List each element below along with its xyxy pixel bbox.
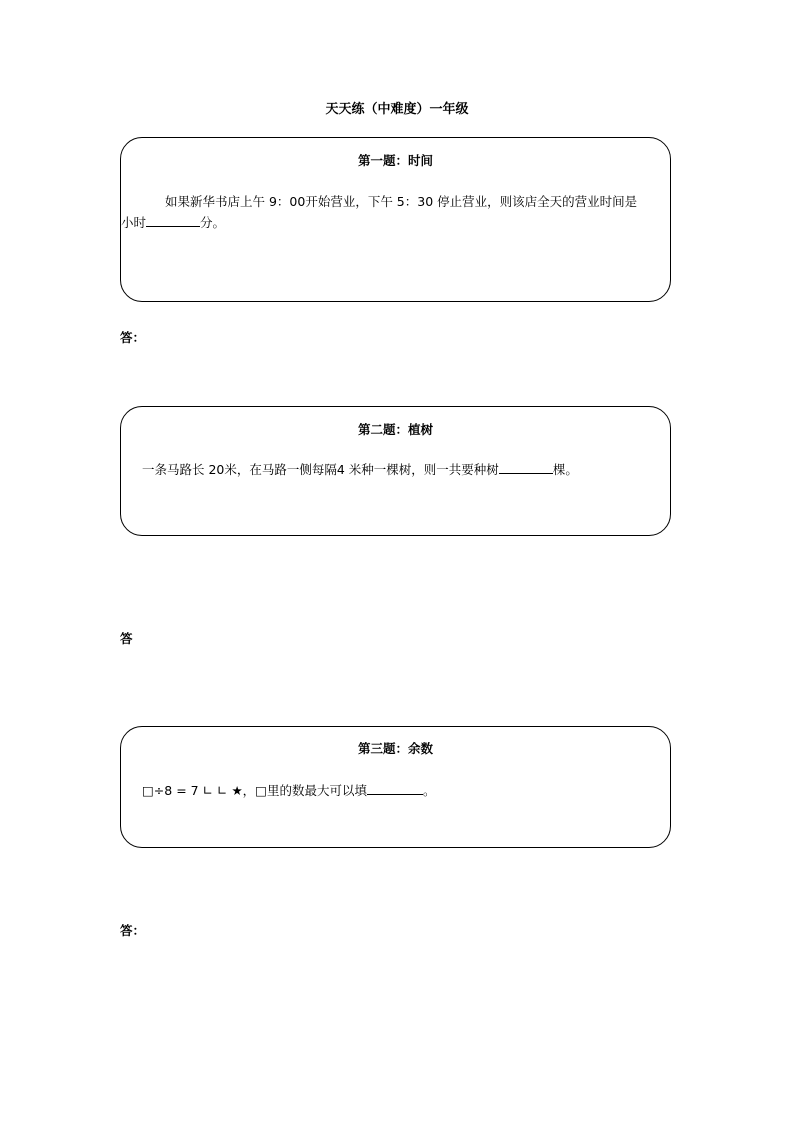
question-text-fragment: 一条马路长 20米，在马路一侧每隔4 米种一棵树，则一共要种树	[142, 462, 499, 477]
answer-blank[interactable]	[367, 780, 423, 795]
question-text	[142, 459, 578, 480]
answer-blank[interactable]	[146, 212, 200, 227]
question-text-line-1: 如果新华书店上午 9：00开始营业，下午 5：30 停止营业，则该店全天的营业时间是	[165, 194, 638, 209]
question-text-fragment: 棵。	[552, 462, 578, 477]
question-text	[142, 780, 436, 801]
answer-label: 答：	[120, 923, 146, 938]
question-text-fragment: 。	[423, 783, 436, 798]
question-box-2	[120, 406, 671, 536]
page-title: 天天练（中难度）一年级	[325, 102, 469, 117]
question-box-3	[120, 726, 671, 848]
question-heading: 第二题：植树	[357, 422, 433, 437]
answer-label: 答：	[120, 330, 146, 345]
question-heading: 第三题：余数	[357, 741, 433, 756]
answer-label: 答	[120, 631, 133, 646]
question-text-fragment: 分。	[200, 215, 226, 230]
question-text-line-2	[121, 212, 670, 233]
answer-blank[interactable]	[499, 459, 553, 474]
question-box-1	[120, 137, 671, 302]
question-text	[121, 191, 670, 233]
question-heading: 第一题：时间	[357, 153, 433, 168]
question-text-fragment: 小时	[121, 215, 147, 230]
question-text-fragment: □÷8 = 7 ∟ ∟ ★，□里的数最大可以填	[142, 783, 367, 798]
